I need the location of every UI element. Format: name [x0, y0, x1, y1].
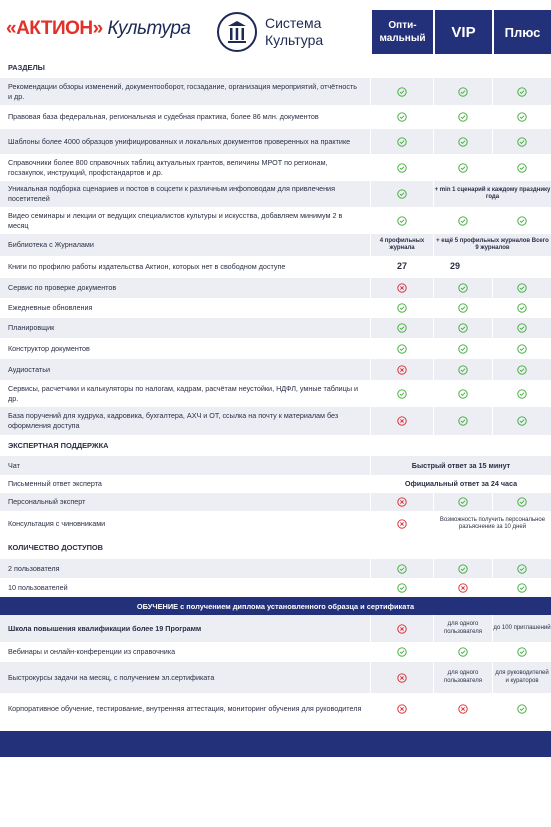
check-icon: [397, 137, 407, 147]
check-icon: [458, 564, 468, 574]
row-label: Чат: [8, 460, 20, 470]
cross-icon: [397, 497, 407, 507]
check-icon: [517, 497, 527, 507]
plan-value: для руководителей и кураторов: [492, 662, 551, 693]
table-row: [0, 642, 551, 662]
row-label: Книги по профилю работы издательства Актион, которых нет в свободном доступе: [8, 262, 286, 271]
check-icon: [458, 87, 468, 97]
section-heading: КОЛИЧЕСТВО ДОСТУПОВ: [8, 543, 103, 552]
plan-value: [370, 511, 433, 537]
check-icon: [458, 344, 468, 354]
check-icon: [517, 365, 527, 375]
plan-value: [492, 154, 551, 181]
plan-value: [433, 578, 492, 597]
plan-value: [370, 642, 433, 662]
table-row: [0, 105, 551, 129]
plan-value: [433, 129, 492, 154]
check-icon: [397, 112, 407, 122]
plan-value: [433, 105, 492, 129]
table-row: [0, 256, 551, 278]
check-icon: [517, 583, 527, 593]
cross-icon: [397, 519, 407, 529]
row-label: Аудиостатьи: [8, 364, 50, 374]
plan-value: [370, 338, 433, 359]
plan-value: [492, 380, 551, 407]
aktion-logo: «АКТИОН» Культура: [6, 18, 191, 39]
row-label: Рекомендации обзоры изменений, документооборот, госзадание, организация мероприятий, отчётность и др.: [8, 81, 358, 101]
check-icon: [517, 112, 527, 122]
cross-icon: [397, 704, 407, 714]
training-banner: ОБУЧЕНИЕ с получением диплома установленного образца и сертификата: [0, 597, 551, 615]
header: [0, 0, 551, 58]
plan-value: [370, 693, 433, 725]
plan-value: [370, 78, 433, 105]
plan-value: [433, 380, 492, 407]
check-icon: [517, 216, 527, 226]
plan-value: [492, 642, 551, 662]
system-logo-text: Система Культура: [265, 15, 324, 48]
plan-value: [370, 181, 433, 207]
comparison-table: [0, 58, 551, 725]
plan-value: [492, 129, 551, 154]
cross-icon: [397, 365, 407, 375]
row-label: Конструктор документов: [8, 343, 90, 353]
table-row: [0, 154, 551, 181]
plan-value: [492, 78, 551, 105]
cross-icon: [397, 673, 407, 683]
table-row: [0, 407, 551, 435]
row-label: База поручений для худрука, кадровика, бухгалтера, АХЧ и ОТ, ссылка на почту к материалам без оформления доступа: [8, 411, 339, 430]
table-row: [0, 278, 551, 298]
plan-value: [370, 615, 433, 642]
plan-value: Возможность получить персональное разъяснение за 10 дней: [433, 511, 551, 537]
plan-value: Официальный ответ за 24 часа: [370, 475, 551, 493]
plan-value: [370, 493, 433, 511]
check-icon: [458, 389, 468, 399]
plan-plus-header: Плюс: [494, 10, 551, 54]
plan-value: [370, 298, 433, 318]
row-label: Справочники более 800 справочных таблиц актуальных грантов, величины МРОТ по регионам, госзакупок, инструкций, профстандартов и др.: [8, 157, 328, 177]
plan-value: [370, 380, 433, 407]
table-row: [0, 298, 551, 318]
check-icon: [458, 416, 468, 426]
row-label: Сервис по проверке документов: [8, 283, 117, 292]
check-icon: [517, 87, 527, 97]
row-label: Вебинары и онлайн-конференции из справочника: [8, 647, 176, 656]
check-icon: [458, 137, 468, 147]
plan-value: [492, 693, 551, 725]
plan-value: [492, 359, 551, 380]
plan-value: [433, 78, 492, 105]
table-row: [0, 578, 551, 597]
plan-value: [370, 578, 433, 597]
check-icon: [458, 163, 468, 173]
row-label: Сервисы, расчетчики и калькуляторы по налогам, кадрам, расчётам неустойки, НДФЛ, умные таблицы и др.: [8, 383, 358, 403]
table-row: [0, 615, 551, 642]
plan-value: [370, 318, 433, 338]
plan-value: [492, 105, 551, 129]
table-row: [0, 559, 551, 578]
check-icon: [397, 389, 407, 399]
row-label: Правовая база федеральная, региональная и судебная практика, более 86 млн. документов: [8, 112, 319, 121]
table-row: [0, 234, 551, 256]
check-icon: [517, 303, 527, 313]
cross-icon: [397, 624, 407, 634]
plan-value: [370, 359, 433, 380]
check-icon: [517, 344, 527, 354]
check-icon: [397, 564, 407, 574]
row-label: Планировщик: [8, 323, 55, 332]
check-icon: [397, 163, 407, 173]
check-icon: [517, 323, 527, 333]
plan-value: [370, 129, 433, 154]
row-label: Уникальная подборка сценариев и постов в соцсети к различным инфоповодам для привлечения посетителей: [8, 184, 335, 203]
check-icon: [517, 389, 527, 399]
plan-value: [433, 359, 492, 380]
plan-value: + min 1 сценарий к каждому празднику года: [433, 181, 551, 207]
plan-value: + ещё 5 профильных журналов Всего 9 журналов: [433, 234, 551, 256]
plan-optimal-header: Опти- мальный: [372, 10, 433, 54]
check-icon: [458, 647, 468, 657]
check-icon: [517, 416, 527, 426]
check-icon: [397, 189, 407, 199]
check-icon: [517, 647, 527, 657]
row-label: Быстрокурсы задачи на месяц, с получением эл.сертификата: [8, 672, 215, 682]
plan-value: для одного пользователя: [433, 662, 492, 693]
footer-bar: [0, 731, 551, 757]
table-row: [0, 207, 551, 234]
plan-value: Быстрый ответ за 15 минут: [370, 456, 551, 475]
row-label: Письменный ответ эксперта: [8, 479, 102, 488]
column-icon: [217, 12, 257, 52]
cross-icon: [458, 583, 468, 593]
check-icon: [517, 564, 527, 574]
plan-value: [433, 278, 492, 298]
section-heading: РАЗДЕЛЫ: [8, 63, 45, 72]
plan-value: 29: [433, 256, 551, 278]
table-row: [0, 493, 551, 511]
table-row: [0, 456, 551, 475]
plan-value: [433, 493, 492, 511]
plan-value: [433, 298, 492, 318]
plan-value: [492, 278, 551, 298]
check-icon: [517, 137, 527, 147]
table-row: [0, 693, 551, 725]
plan-value: [370, 154, 433, 181]
table-row: [0, 475, 551, 493]
table-row: [0, 181, 551, 207]
row-label: Школа повышения квалификации более 19 Программ: [8, 623, 202, 633]
table-row: [0, 78, 551, 105]
check-icon: [458, 283, 468, 293]
plan-value: [433, 407, 492, 435]
plan-value: [370, 559, 433, 578]
check-icon: [397, 216, 407, 226]
plan-value: для одного пользователя: [433, 615, 492, 642]
plan-value: 4 профильных журнала: [370, 234, 433, 256]
plan-value: [370, 278, 433, 298]
row-label: 10 пользователей: [8, 582, 68, 592]
cross-icon: [397, 283, 407, 293]
plan-value: [433, 154, 492, 181]
table-row: [0, 359, 551, 380]
section-heading: ЭКСПЕРТНАЯ ПОДДЕРЖКА: [8, 440, 109, 450]
row-label: Ежедневные обновления: [8, 303, 93, 312]
row-label: Видео семинары и лекции от ведущих специалистов культуры и искусства, добавляем минимум 2 в месяц: [8, 210, 343, 230]
plan-value: [370, 105, 433, 129]
plan-value: [433, 693, 492, 725]
table-row: [0, 511, 551, 537]
plan-value: [492, 338, 551, 359]
check-icon: [397, 87, 407, 97]
plan-value: [433, 559, 492, 578]
check-icon: [397, 323, 407, 333]
row-label: Корпоративное обучение, тестирование, внутренняя аттестация, мониторинг обучения для руководителя: [8, 704, 362, 713]
plan-value: [492, 207, 551, 234]
row-label: Персональный эксперт: [8, 497, 86, 506]
plan-value: [492, 493, 551, 511]
check-icon: [458, 216, 468, 226]
plan-value: до 100 приглашений: [492, 615, 551, 642]
cross-icon: [458, 704, 468, 714]
row-label: 2 пользователя: [8, 563, 60, 573]
plan-value: [433, 642, 492, 662]
row-label: Консультация с чиновниками: [8, 519, 106, 528]
plan-value: [433, 318, 492, 338]
plan-value: [433, 338, 492, 359]
cross-icon: [397, 416, 407, 426]
table-row: [0, 338, 551, 359]
table-row: [0, 129, 551, 154]
check-icon: [397, 303, 407, 313]
plan-value: [492, 407, 551, 435]
check-icon: [517, 163, 527, 173]
row-label: Библиотека с Журналами: [8, 240, 94, 249]
plan-value: [492, 298, 551, 318]
plan-vip-header: VIP: [435, 10, 492, 54]
plan-value: [370, 407, 433, 435]
check-icon: [397, 647, 407, 657]
check-icon: [458, 112, 468, 122]
plan-value: [433, 207, 492, 234]
row-label: Шаблоны более 4000 образцов унифицированных и локальных документов проверенных на практике: [8, 136, 351, 146]
table-row: [0, 662, 551, 693]
check-icon: [458, 365, 468, 375]
check-icon: [458, 497, 468, 507]
plan-value: [492, 318, 551, 338]
check-icon: [517, 283, 527, 293]
table-row: [0, 380, 551, 407]
plan-value: [492, 578, 551, 597]
check-icon: [517, 704, 527, 714]
check-icon: [458, 303, 468, 313]
plan-value: [370, 662, 433, 693]
check-icon: [397, 583, 407, 593]
plan-value: 27: [370, 256, 433, 278]
plan-value: [370, 207, 433, 234]
table-row: [0, 318, 551, 338]
plan-value: [492, 559, 551, 578]
check-icon: [397, 344, 407, 354]
check-icon: [458, 323, 468, 333]
